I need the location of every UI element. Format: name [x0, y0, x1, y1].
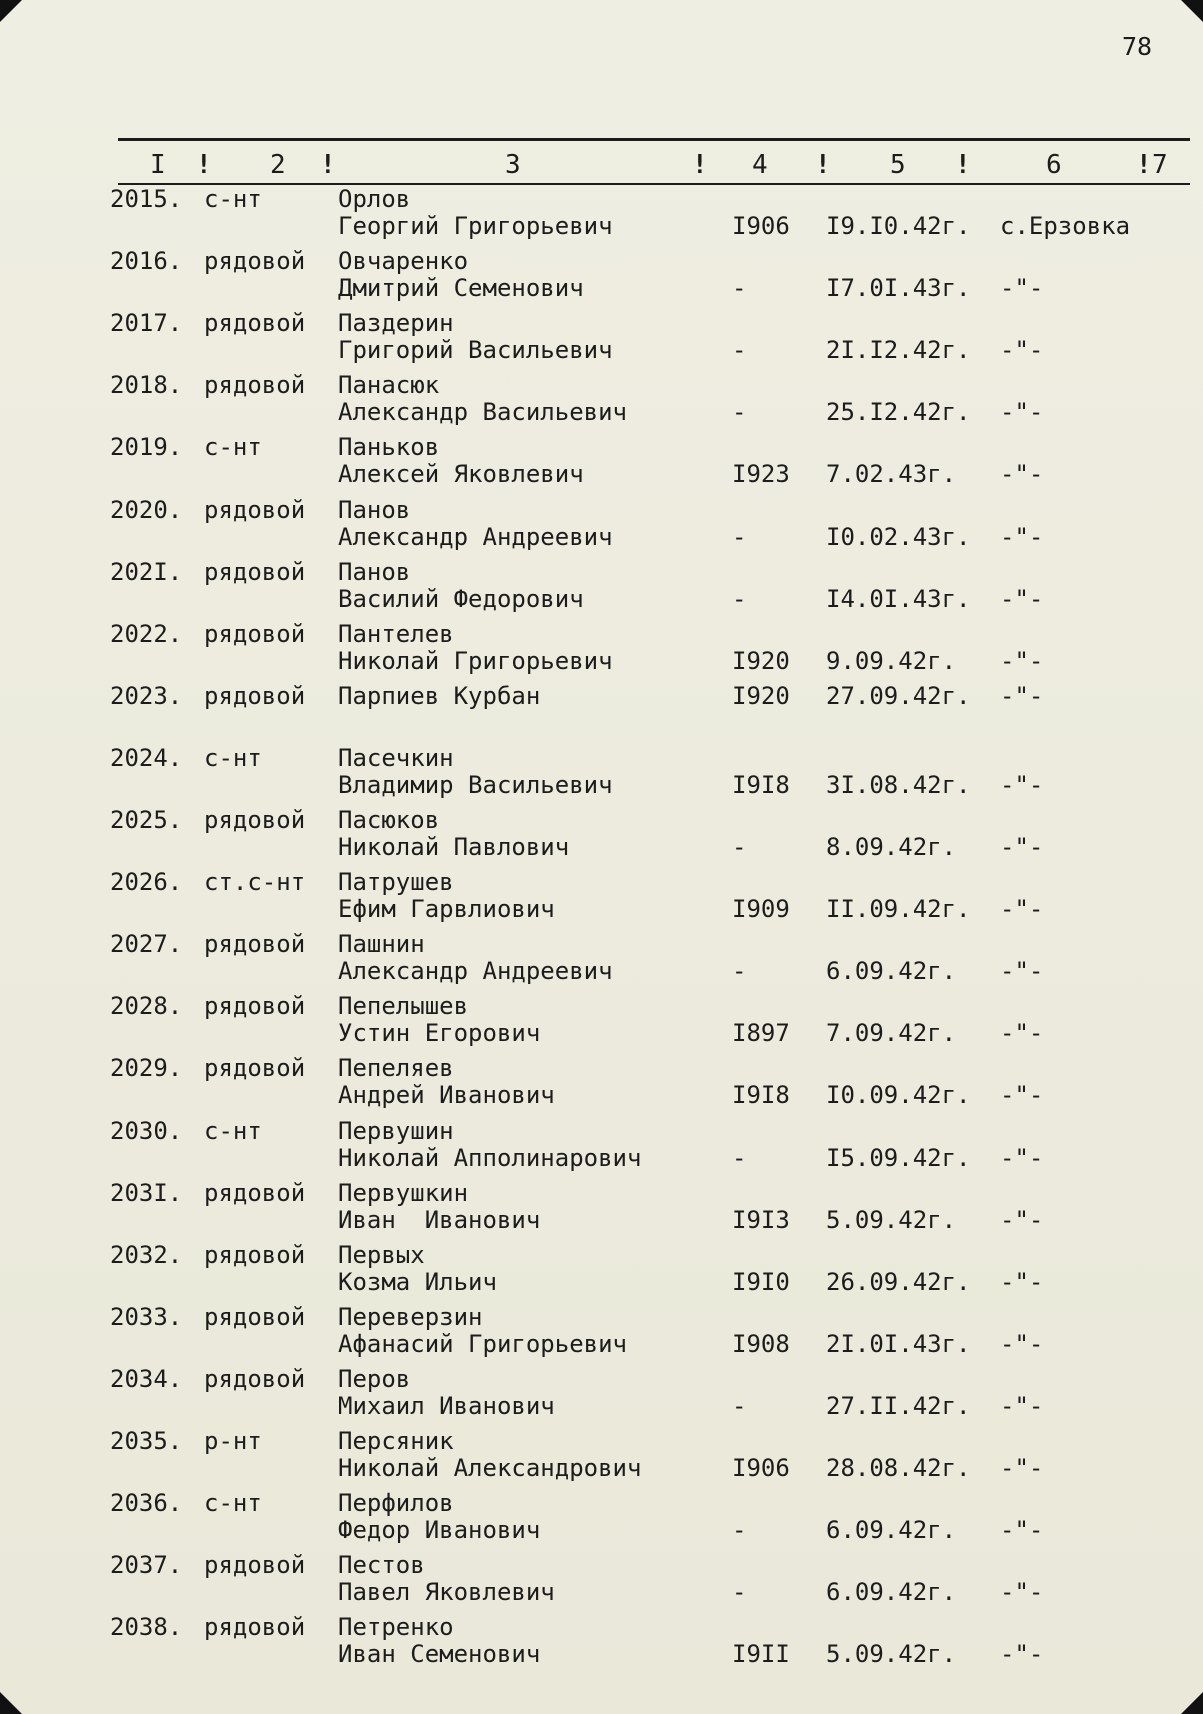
column-header-3: 3 — [505, 150, 521, 180]
record-row — [0, 869, 1203, 931]
record-row — [0, 1118, 1203, 1180]
record-row — [0, 1180, 1203, 1242]
date-of-death: 6.09.42г. — [826, 1578, 957, 1606]
record-number: 2025. — [110, 806, 183, 834]
given-name: Козма Ильич — [338, 1268, 497, 1296]
birth-year: - — [732, 1144, 747, 1172]
record-number: 2019. — [110, 433, 183, 461]
birth-year: I906 — [732, 212, 790, 240]
burial-place: -"- — [1000, 336, 1044, 364]
given-name: Михаил Иванович — [338, 1392, 555, 1420]
record-number: 2017. — [110, 309, 183, 337]
surname: Панов — [338, 558, 411, 586]
birth-year: I908 — [732, 1330, 790, 1358]
birth-year: I906 — [732, 1454, 790, 1482]
birth-year: I9I0 — [732, 1268, 790, 1296]
record-number: 202I. — [110, 558, 183, 586]
rank: рядовой — [204, 1365, 306, 1393]
record-row — [0, 993, 1203, 1055]
birth-year: - — [732, 1516, 747, 1544]
surname: Панов — [338, 496, 411, 524]
rank: рядовой — [204, 1241, 306, 1269]
column-header-6: 6 — [1046, 150, 1062, 180]
birth-year: I9I3 — [732, 1206, 790, 1234]
record-row — [0, 310, 1203, 372]
rank: рядовой — [204, 1303, 306, 1331]
surname: Переверзин — [338, 1303, 483, 1331]
date-of-death: 27.II.42г. — [826, 1392, 971, 1420]
scan-corner — [0, 1692, 22, 1714]
rank: рядовой — [204, 992, 306, 1020]
record-row — [0, 497, 1203, 559]
birth-year: - — [732, 1392, 747, 1420]
record-row — [0, 745, 1203, 807]
birth-year: I920 — [732, 647, 790, 675]
burial-place: -"- — [1000, 1144, 1044, 1172]
record-row — [0, 186, 1203, 248]
birth-year: I920 — [732, 682, 790, 710]
birth-year: I909 — [732, 895, 790, 923]
date-of-death: 6.09.42г. — [826, 1516, 957, 1544]
record-number: 2037. — [110, 1551, 183, 1579]
birth-year: - — [732, 336, 747, 364]
surname: Овчаренко — [338, 247, 469, 275]
header-bottom-rule — [118, 183, 1190, 185]
surname: Пепелышев — [338, 992, 469, 1020]
given-name: Иван Семенович — [338, 1640, 541, 1668]
record-number: 2029. — [110, 1054, 183, 1082]
burial-place: -"- — [1000, 647, 1044, 675]
given-name: Григорий Васильевич — [338, 336, 613, 364]
birth-year: - — [732, 523, 747, 551]
given-name: Владимир Васильевич — [338, 771, 613, 799]
surname: Пантелев — [338, 620, 454, 648]
birth-year: I897 — [732, 1019, 790, 1047]
rank: рядовой — [204, 620, 306, 648]
column-header-1: I — [150, 150, 166, 180]
record-number: 2027. — [110, 930, 183, 958]
surname: Пасюков — [338, 806, 440, 834]
record-row — [0, 1552, 1203, 1614]
rank: рядовой — [204, 806, 306, 834]
column-separator: ! — [815, 150, 831, 180]
scan-corner — [1181, 0, 1203, 22]
column-separator: ! — [1136, 150, 1152, 180]
burial-place: -"- — [1000, 1516, 1044, 1544]
birth-year: - — [732, 957, 747, 985]
record-number: 2028. — [110, 992, 183, 1020]
given-name: Федор Иванович — [338, 1516, 541, 1544]
header-top-rule — [118, 138, 1190, 141]
burial-place: -"- — [1000, 895, 1044, 923]
date-of-death: I0.02.43г. — [826, 523, 971, 551]
burial-place: -"- — [1000, 833, 1044, 861]
given-name: Устин Егорович — [338, 1019, 541, 1047]
given-name: Александр Андреевич — [338, 957, 613, 985]
record-number: 2018. — [110, 371, 183, 399]
surname: Первых — [338, 1241, 425, 1269]
date-of-death: I5.09.42г. — [826, 1144, 971, 1172]
rank: рядовой — [204, 496, 306, 524]
record-number: 2020. — [110, 496, 183, 524]
surname: Персяник — [338, 1427, 454, 1455]
rank: рядовой — [204, 558, 306, 586]
given-name: Ефим Гарвлиович — [338, 895, 555, 923]
date-of-death: 5.09.42г. — [826, 1640, 957, 1668]
rank: рядовой — [204, 247, 306, 275]
rank: рядовой — [204, 309, 306, 337]
date-of-death: I9.I0.42г. — [826, 212, 971, 240]
date-of-death: 6.09.42г. — [826, 957, 957, 985]
burial-place: -"- — [1000, 585, 1044, 613]
scan-corner — [1181, 1692, 1203, 1714]
rank: с-нт — [204, 1117, 262, 1145]
given-name: Иван Иванович — [338, 1206, 541, 1234]
given-name: Афанасий Григорьевич — [338, 1330, 627, 1358]
record-row — [0, 559, 1203, 621]
date-of-death: 26.09.42г. — [826, 1268, 971, 1296]
rank: рядовой — [204, 1179, 306, 1207]
date-of-death: 28.08.42г. — [826, 1454, 971, 1482]
date-of-death: 2I.0I.43г. — [826, 1330, 971, 1358]
record-row — [0, 807, 1203, 869]
given-name: Александр Андреевич — [338, 523, 613, 551]
date-of-death: II.09.42г. — [826, 895, 971, 923]
rank: рядовой — [204, 1613, 306, 1641]
given-name: Николай Александрович — [338, 1454, 642, 1482]
rank: р-нт — [204, 1427, 262, 1455]
given-name: Василий Федорович — [338, 585, 584, 613]
record-row — [0, 248, 1203, 310]
burial-place: -"- — [1000, 1330, 1044, 1358]
date-of-death: 5.09.42г. — [826, 1206, 957, 1234]
date-of-death: I7.0I.43г. — [826, 274, 971, 302]
date-of-death: 2I.I2.42г. — [826, 336, 971, 364]
record-row — [0, 621, 1203, 683]
surname: Пепеляев — [338, 1054, 454, 1082]
given-name: Алексей Яковлевич — [338, 460, 584, 488]
date-of-death: I0.09.42г. — [826, 1081, 971, 1109]
record-number: 2038. — [110, 1613, 183, 1641]
birth-year: - — [732, 274, 747, 302]
burial-place: -"- — [1000, 1019, 1044, 1047]
given-name: Александр Васильевич — [338, 398, 627, 426]
column-separator: ! — [320, 150, 336, 180]
burial-place: с.Ерзовка — [1000, 212, 1131, 240]
record-number: 2036. — [110, 1489, 183, 1517]
record-number: 2034. — [110, 1365, 183, 1393]
date-of-death: I4.0I.43г. — [826, 585, 971, 613]
surname: Перов — [338, 1365, 411, 1393]
record-row — [0, 1242, 1203, 1304]
column-header-4: 4 — [752, 150, 768, 180]
given-name: Дмитрий Семенович — [338, 274, 584, 302]
rank: рядовой — [204, 1054, 306, 1082]
rank: с-нт — [204, 185, 262, 213]
burial-place: -"- — [1000, 274, 1044, 302]
birth-year: - — [732, 398, 747, 426]
record-number: 2015. — [110, 185, 183, 213]
record-number: 2022. — [110, 620, 183, 648]
record-row — [0, 1304, 1203, 1366]
record-number: 203I. — [110, 1179, 183, 1207]
date-of-death: 7.09.42г. — [826, 1019, 957, 1047]
given-name: Николай Григорьевич — [338, 647, 613, 675]
given-name: Николай Апполинарович — [338, 1144, 642, 1172]
date-of-death: 3I.08.42г. — [826, 771, 971, 799]
given-name: Георгий Григорьевич — [338, 212, 613, 240]
burial-place: -"- — [1000, 1081, 1044, 1109]
record-row — [0, 1614, 1203, 1676]
surname: Пасечкин — [338, 744, 454, 772]
birth-year: I9I8 — [732, 1081, 790, 1109]
rank: рядовой — [204, 1551, 306, 1579]
burial-place: -"- — [1000, 1206, 1044, 1234]
burial-place: -"- — [1000, 1454, 1044, 1482]
record-row — [0, 434, 1203, 496]
record-row — [0, 1055, 1203, 1117]
date-of-death: 9.09.42г. — [826, 647, 957, 675]
record-row — [0, 1428, 1203, 1490]
scan-corner — [0, 0, 22, 22]
birth-year: I9II — [732, 1640, 790, 1668]
record-number: 2032. — [110, 1241, 183, 1269]
rank: с-нт — [204, 1489, 262, 1517]
record-number: 2023. — [110, 682, 183, 710]
date-of-death: 27.09.42г. — [826, 682, 971, 710]
burial-place: -"- — [1000, 771, 1044, 799]
surname: Петренко — [338, 1613, 454, 1641]
record-number: 2030. — [110, 1117, 183, 1145]
page-number: 78 — [1122, 32, 1153, 61]
surname: Паздерин — [338, 309, 454, 337]
burial-place: -"- — [1000, 957, 1044, 985]
surname: Пестов — [338, 1551, 425, 1579]
record-row — [0, 1490, 1203, 1552]
record-number: 2016. — [110, 247, 183, 275]
rank: с-нт — [204, 433, 262, 461]
column-separator: ! — [955, 150, 971, 180]
burial-place: -"- — [1000, 1578, 1044, 1606]
given-name: Павел Яковлевич — [338, 1578, 555, 1606]
record-number: 2033. — [110, 1303, 183, 1331]
record-row — [0, 1366, 1203, 1428]
surname: Орлов — [338, 185, 411, 213]
record-number: 2024. — [110, 744, 183, 772]
birth-year: I923 — [732, 460, 790, 488]
surname: Панасюк — [338, 371, 440, 399]
rank: рядовой — [204, 682, 306, 710]
date-of-death: 8.09.42г. — [826, 833, 957, 861]
birth-year: - — [732, 585, 747, 613]
record-number: 2026. — [110, 868, 183, 896]
surname: Патрушев — [338, 868, 454, 896]
birth-year: I9I8 — [732, 771, 790, 799]
rank: ст.с-нт — [204, 868, 306, 896]
given-name: Андрей Иванович — [338, 1081, 555, 1109]
surname: Паньков — [338, 433, 440, 461]
burial-place: -"- — [1000, 1392, 1044, 1420]
column-header-2: 2 — [270, 150, 286, 180]
rank: с-нт — [204, 744, 262, 772]
burial-place: -"- — [1000, 682, 1044, 710]
rank: рядовой — [204, 371, 306, 399]
burial-place: -"- — [1000, 1268, 1044, 1296]
column-separator: ! — [196, 150, 212, 180]
burial-place: -"- — [1000, 398, 1044, 426]
date-of-death: 25.I2.42г. — [826, 398, 971, 426]
date-of-death: 7.02.43г. — [826, 460, 957, 488]
burial-place: -"- — [1000, 523, 1044, 551]
surname: Пашнин — [338, 930, 425, 958]
burial-place: -"- — [1000, 460, 1044, 488]
surname: Первушкин — [338, 1179, 469, 1207]
birth-year: - — [732, 1578, 747, 1606]
birth-year: - — [732, 833, 747, 861]
column-header-5: 5 — [890, 150, 906, 180]
column-separator: ! — [692, 150, 708, 180]
burial-place: -"- — [1000, 1640, 1044, 1668]
surname: Первушин — [338, 1117, 454, 1145]
given-name: Николай Павлович — [338, 833, 570, 861]
rank: рядовой — [204, 930, 306, 958]
column-header-7: 7 — [1152, 150, 1168, 180]
record-row — [0, 683, 1203, 745]
record-row — [0, 931, 1203, 993]
record-row — [0, 372, 1203, 434]
surname: Парпиев Курбан — [338, 682, 541, 710]
surname: Перфилов — [338, 1489, 454, 1517]
record-number: 2035. — [110, 1427, 183, 1455]
